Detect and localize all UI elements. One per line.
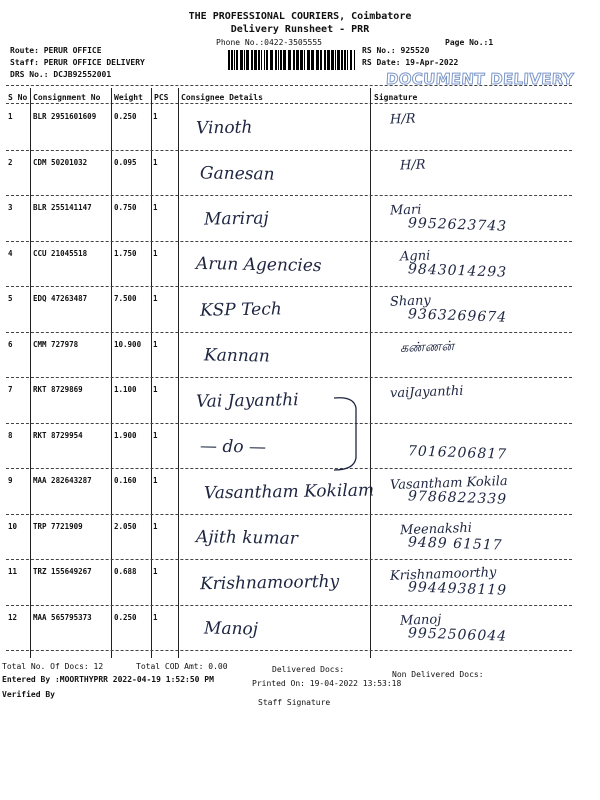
row-weight: 7.500 (114, 294, 137, 303)
handwritten-consignee: Manoj (203, 618, 259, 639)
barcode-bar (278, 50, 279, 70)
handwritten-signature: Vasantham Kokila (389, 473, 508, 494)
drs-number: DRS No.: DCJB92552001 (10, 70, 112, 79)
handwritten-phone: 9363269674 (407, 306, 508, 326)
row-divider (6, 559, 572, 560)
row-weight: 10.900 (114, 339, 142, 349)
row-consignment-no: CCU 21045518 (33, 248, 88, 258)
handwritten-phone: 9843014293 (407, 260, 508, 281)
row-divider (6, 423, 572, 424)
handwritten-signature: கண்ணன் (399, 338, 455, 356)
handwritten-signature: Krishnamoorthy (389, 565, 497, 584)
rs-date: RS Date: 19-Apr-2022 (362, 58, 459, 67)
table-header-rule (6, 103, 572, 104)
col-divider-2 (111, 88, 112, 658)
row-consignment-no: TRP 7721909 (33, 521, 83, 531)
row-sno: 11 (8, 567, 18, 576)
col-divider-1 (30, 88, 31, 658)
barcode-bar (320, 50, 322, 70)
col-divider-3 (151, 88, 152, 658)
barcode-bar (254, 50, 257, 70)
route-label: Route: PERUR OFFICE (10, 46, 102, 55)
verified-by: Verified By (2, 690, 55, 699)
handwritten-consignee: Krishnamoorthy (199, 571, 340, 595)
row-consignment-no: CDM 50201032 (33, 157, 88, 167)
barcode-bar (293, 50, 295, 70)
handwritten-signature: Mari (389, 202, 422, 219)
barcode-bar (288, 50, 291, 70)
row-consignment-no: RKT 8729869 (33, 385, 83, 394)
phone-number: Phone No.:0422-3505555 (216, 38, 322, 47)
rs-number: RS No.: 925520 (362, 46, 430, 55)
total-docs: Total No. Of Docs: 12 (2, 662, 104, 671)
handwritten-phone: 7016206817 (407, 442, 508, 463)
row-weight: 1.750 (114, 248, 137, 258)
row-consignment-no: MAA 282643287 (33, 476, 92, 485)
barcode-bar (228, 50, 230, 70)
handwritten-consignee: Kannan (203, 344, 270, 367)
barcode-bar (283, 50, 286, 70)
barcode-bar (240, 50, 243, 70)
row-weight: 1.100 (114, 385, 137, 394)
handwritten-signature: vaiJayanthi (389, 383, 464, 402)
col-header-weight: Weight (114, 93, 143, 102)
barcode-bar (264, 50, 265, 70)
row-consignment-no: BLR 255141147 (33, 203, 92, 212)
handwritten-phone: 9786822339 (407, 488, 508, 508)
handwritten-signature: Meenakshi (399, 520, 473, 538)
barcode-bar (311, 50, 314, 70)
row-weight: 0.160 (114, 476, 137, 485)
row-pcs: 1 (153, 430, 158, 440)
row-sno: 12 (8, 612, 18, 622)
handwritten-consignee: KSP Tech (199, 299, 282, 321)
row-divider (6, 286, 572, 287)
staff-signature: Staff Signature (258, 698, 331, 707)
company-title: THE PROFESSIONAL COURIERS, Coimbatore (188, 11, 412, 22)
printed-on: Printed On: 19-04-2022 13:53:18 (252, 679, 402, 688)
barcode-bar (236, 50, 238, 70)
row-sno: 2 (8, 157, 13, 167)
col-divider-4 (178, 88, 179, 658)
row-sno: 6 (8, 339, 13, 349)
col-header-sno: S No (8, 93, 28, 102)
row-pcs: 1 (153, 385, 158, 394)
handwritten-consignee: Mariraj (203, 208, 269, 230)
row-pcs: 1 (153, 294, 158, 303)
barcode-bar (258, 50, 260, 70)
row-weight: 0.688 (114, 567, 137, 576)
row-consignment-no: MAA 565795373 (33, 612, 92, 622)
handwritten-consignee: Vinoth (195, 117, 253, 139)
row-pcs: 1 (153, 476, 158, 485)
row-consignment-no: EDQ 47263487 (33, 294, 88, 303)
handwritten-bracket (330, 394, 370, 474)
total-cod-amount: Total COD Amt: 0.00 (136, 662, 228, 671)
row-sno: 4 (8, 248, 13, 258)
row-pcs: 1 (153, 157, 158, 167)
row-weight: 0.250 (114, 612, 137, 622)
row-sno: 7 (8, 385, 13, 394)
barcode-bar (327, 50, 330, 70)
col-divider-5 (370, 88, 371, 658)
handwritten-consignee: — do — (199, 435, 267, 458)
row-divider (6, 195, 572, 196)
row-pcs: 1 (153, 203, 158, 212)
handwritten-consignee: Vasantham Kokilam (203, 480, 375, 504)
row-weight: 0.095 (114, 157, 137, 167)
handwritten-signature: Shany (389, 293, 431, 310)
barcode-bar (324, 50, 326, 70)
barcode-bar (266, 50, 268, 70)
barcode-bar (261, 50, 262, 70)
handwritten-phone: 9944938119 (407, 579, 508, 599)
handwritten-phone: 9489 61517 (407, 533, 503, 554)
row-weight: 0.750 (114, 203, 137, 212)
row-pcs: 1 (153, 339, 158, 349)
col-header-signature: Signature (374, 93, 418, 102)
delivered-docs: Delivered Docs: (272, 665, 345, 674)
document-title: Delivery Runsheet - PRR (230, 24, 370, 35)
row-pcs: 1 (153, 521, 158, 531)
row-weight: 2.050 (114, 521, 137, 531)
staff-label: Staff: PERUR OFFICE DELIVERY (10, 58, 145, 67)
document-delivery-stamp: DOCUMENT DELIVERY (385, 70, 575, 88)
non-delivered-docs: Non Delivered Docs: (392, 670, 484, 679)
row-consignment-no: BLR 2951601609 (33, 112, 97, 121)
handwritten-phone: 9952623743 (407, 215, 508, 235)
handwritten-phone: 9952506044 (407, 624, 508, 645)
barcode-bar (341, 50, 343, 70)
barcode-bar (275, 50, 277, 70)
row-sno: 3 (8, 203, 13, 212)
row-pcs: 1 (153, 112, 158, 121)
handwritten-signature: Manoj (399, 611, 442, 629)
barcode-bar (244, 50, 245, 70)
row-weight: 1.900 (114, 430, 137, 440)
row-sno: 5 (8, 294, 13, 303)
row-divider (6, 468, 572, 469)
handwritten-signature: H/R (389, 111, 416, 128)
col-header-consignee: Consignee Details (181, 93, 263, 102)
handwritten-signature: H/R (399, 157, 426, 173)
page-number: Page No.:1 (445, 38, 494, 47)
handwritten-consignee: Arun Agencies (195, 253, 322, 276)
handwritten-consignee: Ganesan (199, 162, 275, 185)
row-divider (6, 605, 572, 606)
table-top-rule (6, 85, 572, 86)
row-consignment-no: RKT 8729954 (33, 430, 83, 440)
barcode-bar (251, 50, 253, 70)
handwritten-signature: Agni (399, 247, 431, 265)
barcode-bar (316, 50, 319, 70)
row-divider (6, 241, 572, 242)
barcode-bar (296, 50, 299, 70)
handwritten-consignee: Ajith kumar (195, 526, 298, 549)
barcode-bar (331, 50, 334, 70)
barcode-bar (234, 50, 235, 70)
row-pcs: 1 (153, 567, 158, 576)
barcode-bar (300, 50, 303, 70)
row-weight: 0.250 (114, 112, 137, 121)
handwritten-consignee: Vai Jayanthi (195, 390, 299, 412)
barcode-bar (231, 50, 233, 70)
row-sno: 1 (8, 112, 13, 121)
row-pcs: 1 (153, 248, 158, 258)
row-sno: 8 (8, 430, 13, 440)
barcode-bar (344, 50, 346, 70)
col-header-pcs: PCS (154, 93, 169, 102)
entered-by: Entered By :MOORTHYPRR 2022-04-19 1:52:50 PM (2, 675, 214, 684)
row-sno: 9 (8, 476, 13, 485)
barcode-bar (347, 50, 348, 70)
barcode-bar (304, 50, 305, 70)
barcode-bar (246, 50, 249, 70)
barcode-bar (270, 50, 273, 70)
row-consignment-no: TRZ 155649267 (33, 567, 92, 576)
barcode-bar (280, 50, 282, 70)
barcode-bar (337, 50, 340, 70)
row-divider (6, 150, 572, 151)
row-sno: 10 (8, 521, 18, 531)
row-divider (6, 650, 572, 651)
row-consignment-no: CMM 727978 (33, 339, 79, 349)
barcode-bar (335, 50, 336, 70)
row-pcs: 1 (153, 612, 158, 622)
barcode (228, 50, 356, 70)
row-divider (6, 332, 572, 333)
barcode-bar (354, 50, 355, 70)
barcode-bar (307, 50, 310, 70)
row-divider (6, 514, 572, 515)
row-divider (6, 377, 572, 378)
barcode-bar (350, 50, 352, 70)
col-header-consignment: Consignment No (33, 93, 101, 102)
